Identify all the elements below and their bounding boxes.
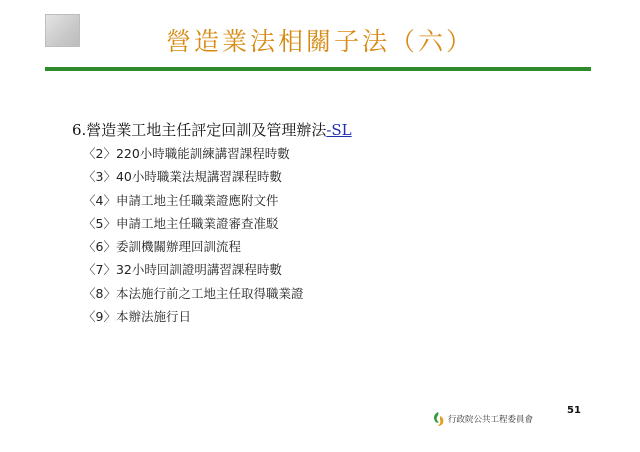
list-item: 〈8〉本法施行前之工地主任取得職業證 — [83, 285, 304, 301]
page-number: 51 — [567, 405, 581, 416]
item-list — [83, 142, 303, 328]
pcc-logo-icon — [432, 411, 446, 427]
list-item: 〈6〉委訓機關辦理回訓流程 — [83, 239, 241, 255]
list-item: 〈7〉32小時回訓證明講習課程時數 — [83, 262, 282, 278]
sl-link[interactable]: -SL — [326, 121, 352, 139]
org-name: 行政院公共工程委員會 — [448, 415, 534, 425]
list-item: 〈5〉申請工地主任職業證審查准駁 — [83, 215, 279, 231]
section-heading — [72, 119, 352, 140]
list-item: 〈2〉220小時職能訓練講習課程時數 — [83, 146, 290, 161]
list-item: 〈3〉40小時職業法規講習課程時數 — [83, 169, 282, 185]
slide-title: 營造業法相關子法（六） — [165, 27, 474, 56]
section-heading-text: 6.營造業工地主任評定回訓及管理辦法 — [72, 121, 327, 139]
list-item: 〈9〉本辦法施行日 — [83, 309, 191, 325]
title-divider — [45, 67, 591, 71]
footer-logo — [432, 411, 533, 427]
list-item: 〈4〉申請工地主任職業證應附文件 — [83, 192, 279, 208]
